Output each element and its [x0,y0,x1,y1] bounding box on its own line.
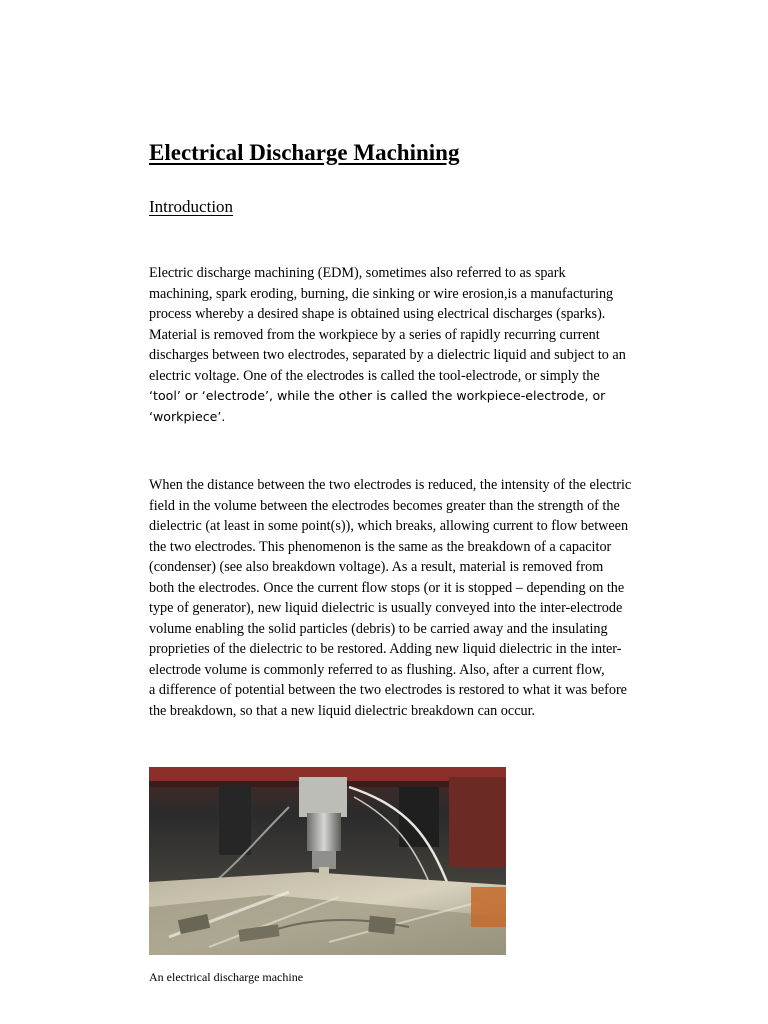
paragraph-line: ‘workpiece’. [149,408,226,424]
paragraph-line: volume enabling the solid particles (debris) to be carried away and the insulating [149,620,608,637]
paragraph-line: discharges between two electrodes, separated by a dielectric liquid and subject to an [149,347,626,363]
paragraph-line: electrode volume is commonly referred to as flushing. Also, after a current flow, [149,661,605,678]
paragraph-line: both the electrodes. Once the current flow stops (or it is stopped – depending on the [149,579,625,596]
document-title: Electrical Discharge Machining [149,140,460,165]
paragraph-line: electric voltage. One of the electrodes is called the tool-electrode, or simply the [149,367,600,384]
edm-machine-photo [149,767,506,955]
paragraph-line: ‘tool’ or ‘electrode’, while the other is called the workpiece-electrode, or [149,388,606,403]
paragraph-breakdown [149,475,689,721]
paragraph-line: field in the volume between the electrodes becomes greater than the strength of the [149,497,620,514]
paragraph-line: dielectric (at least in some point(s)), which breaks, allowing current to flow between [149,518,629,534]
paragraph-line: the breakdown, so that a new liquid dielectric breakdown can occur. [149,702,536,719]
paragraph-line: proprieties of the dielectric to be restored. Adding new liquid dielectric in the inter- [149,641,622,657]
paragraph-line: machining, spark eroding, burning, die sinking or wire erosion,is a manufacturing [149,285,614,302]
paragraph-line: process whereby a desired shape is obtained using electrical discharges (sparks). [149,306,606,322]
paragraph-intro [149,263,689,427]
paragraph-line: Material is removed from the workpiece by a series of rapidly recurring current [149,326,600,343]
paragraph-line: a difference of potential between the two electrodes is restored to what it was before [149,682,627,698]
section-heading-introduction: Introduction [149,197,234,216]
paragraph-line: the two electrodes. This phenomenon is the same as the breakdown of a capacitor [149,538,612,555]
paragraph-line: (condenser) (see also breakdown voltage). As a result, material is removed from [149,559,604,575]
figure-caption: An electrical discharge machine [149,970,304,984]
paragraph-line: type of generator), new liquid dielectric is usually conveyed into the inter-electrode [149,600,623,616]
paragraph-line: When the distance between the two electrodes is reduced, the intensity of the electric [149,477,632,493]
paragraph-line: Electric discharge machining (EDM), sometimes also referred to as spark [149,265,566,281]
